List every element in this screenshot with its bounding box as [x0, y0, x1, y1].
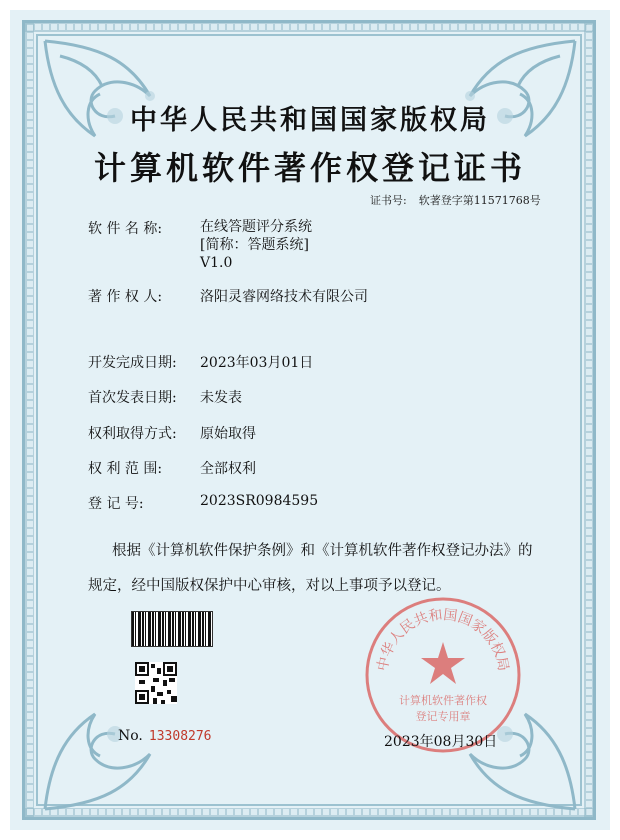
field-value: 洛阳灵睿网络技术有限公司 — [200, 289, 368, 305]
field-value: 未发表 — [200, 390, 242, 406]
serial-number-value: 13308276 — [148, 729, 212, 744]
legal-basis-line-2: 规定，经中国版权保护中心审核，对以上事项予以登记。 — [88, 578, 451, 594]
field-copyright-owner — [88, 286, 368, 306]
field-label: 权 利 范 围: — [88, 461, 163, 477]
field-value: 全部权利 — [200, 461, 256, 477]
certificate-number — [370, 192, 541, 208]
field-value — [200, 218, 312, 272]
corner-ornament-icon — [40, 36, 190, 156]
seal-star-icon — [421, 642, 465, 684]
field-label: 开发完成日期: — [88, 355, 177, 371]
field-publication-date — [88, 387, 242, 407]
field-label: 软 件 名 称: — [88, 221, 163, 237]
barcode-icon — [131, 611, 213, 647]
field-rights-scope — [88, 458, 256, 478]
field-value: 2023年03月01日 — [200, 355, 314, 371]
field-value: 2023SR0984595 — [200, 493, 319, 509]
issue-date: 2023年08月30日 — [384, 734, 498, 750]
seal-center-line-2: 登记专用章 — [415, 710, 471, 723]
corner-ornament-icon — [40, 694, 190, 814]
seal-center-line-1: 计算机软件著作权 — [399, 694, 487, 707]
corner-ornament-icon — [430, 36, 580, 156]
field-registration-number — [88, 493, 318, 513]
field-acquisition-method — [88, 423, 256, 443]
software-name-line: 在线答题评分系统 — [200, 219, 312, 235]
seal-arc-text: 中华人民共和国国家版权局 — [374, 607, 512, 673]
serial-number-label: No. — [118, 728, 143, 744]
software-short-name-line: [简称：答题系统] — [200, 237, 309, 253]
field-label: 著 作 权 人: — [88, 289, 163, 305]
field-label: 首次发表日期: — [88, 390, 177, 406]
field-label: 登 记 号: — [88, 496, 144, 512]
field-value: 原始取得 — [200, 426, 256, 442]
certificate-number-value: 软著登字第11571768号 — [418, 194, 541, 207]
qr-code-icon — [135, 662, 177, 704]
field-completion-date — [88, 352, 313, 372]
certificate-title: 计算机软件著作权登记证书 — [93, 149, 526, 187]
issuer-title: 中华人民共和国国家版权局 — [130, 105, 490, 136]
software-version-line: V1.0 — [200, 255, 233, 271]
field-software-name — [88, 218, 312, 272]
serial-number — [118, 728, 212, 744]
field-label: 权利取得方式: — [88, 426, 177, 442]
certificate-number-label: 证书号: — [370, 194, 407, 207]
legal-basis-line-1: 根据《计算机软件保护条例》和《计算机软件著作权登记办法》的 — [112, 543, 533, 559]
